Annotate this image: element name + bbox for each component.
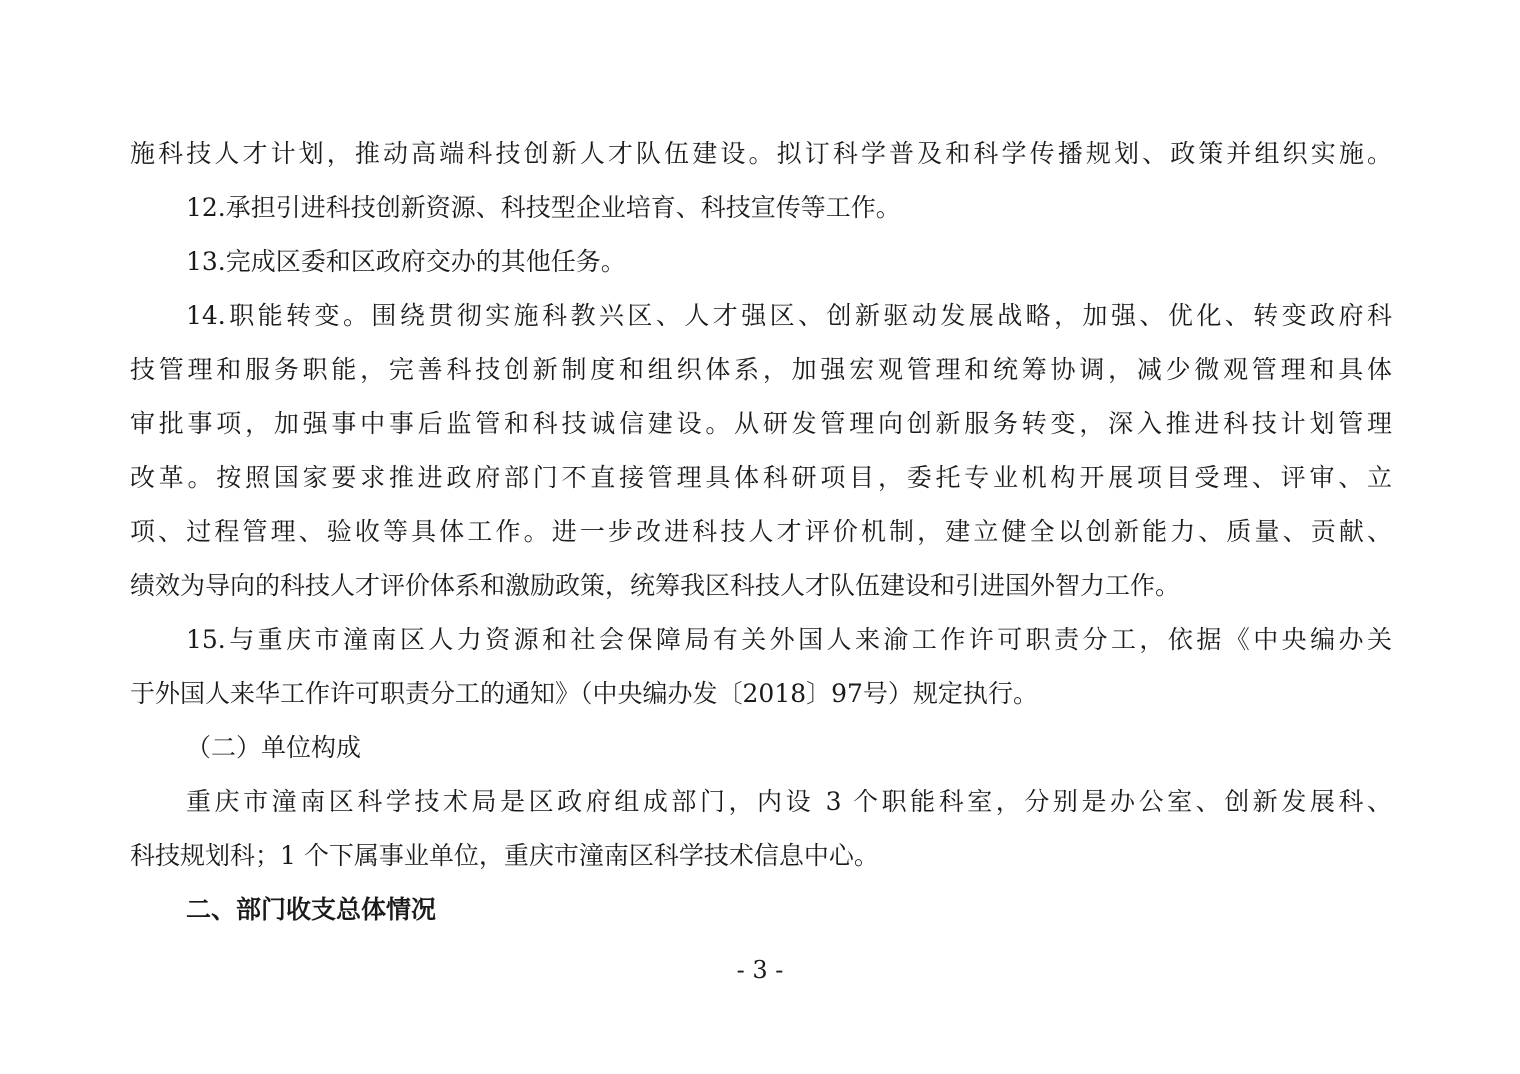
paragraph-line: 于外国人来华工作许可职责分工的通知》（中央编办发〔2018〕97号）规定执行。 bbox=[130, 679, 1038, 708]
paragraph-line: 15.与重庆市潼南区人力资源和社会保障局有关外国人来渝工作许可职责分工，依据《中央编办关 bbox=[186, 625, 1392, 654]
paragraph-line: 绩效为导向的科技人才评价体系和激励政策，统筹我区科技人才队伍建设和引进国外智力工作。 bbox=[130, 571, 1181, 600]
paragraph-line: 审批事项，加强事中事后监管和科技诚信建设。从研发管理向创新服务转变，深入推进科技计划管理 bbox=[130, 409, 1392, 438]
paragraph-line: 13.完成区委和区政府交办的其他任务。 bbox=[186, 247, 626, 276]
section-subheading: （二）单位构成 bbox=[186, 733, 362, 762]
paragraph-line: 科技规划科；1 个下属事业单位，重庆市潼南区科学技术信息中心。 bbox=[130, 841, 879, 870]
paragraph-line: 14.职能转变。围绕贯彻实施科教兴区、人才强区、创新驱动发展战略，加强、优化、转变政府科 bbox=[186, 301, 1392, 330]
paragraph-line: 技管理和服务职能，完善科技创新制度和组织体系，加强宏观管理和统筹协调，减少微观管理和具体 bbox=[130, 355, 1392, 384]
section-heading: 二、部门收支总体情况 bbox=[186, 895, 437, 924]
paragraph-line: 项、过程管理、验收等具体工作。进一步改进科技人才评价机制，建立健全以创新能力、质量、贡献、 bbox=[130, 517, 1392, 546]
paragraph-line: 12.承担引进科技创新资源、科技型企业培育、科技宣传等工作。 bbox=[186, 193, 901, 222]
page-number: - 3 - bbox=[736, 956, 784, 984]
paragraph-line: 施科技人才计划，推动高端科技创新人才队伍建设。拟订科学普及和科学传播规划、政策并组织实施。 bbox=[130, 139, 1392, 168]
paragraph-line: 改革。按照国家要求推进政府部门不直接管理具体科研项目，委托专业机构开展项目受理、评审、立 bbox=[130, 463, 1392, 492]
paragraph-line: 重庆市潼南区科学技术局是区政府组成部门，内设 3 个职能科室，分别是办公室、创新发展科、 bbox=[186, 787, 1392, 816]
